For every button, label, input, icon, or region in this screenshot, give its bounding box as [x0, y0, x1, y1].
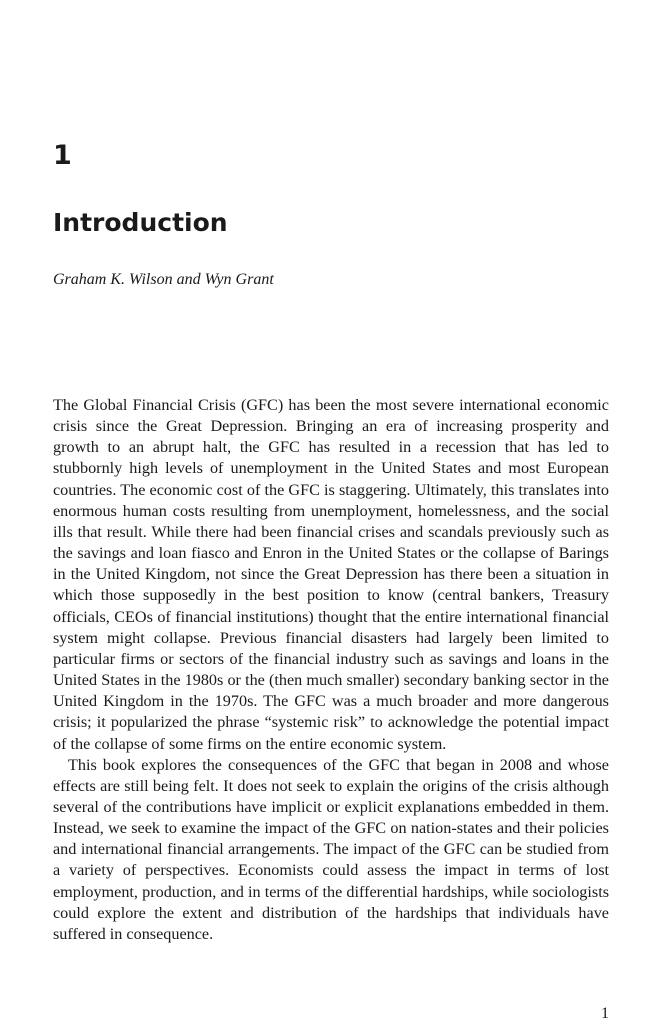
paragraph: The Global Financial Crisis (GFC) has been the most severe international economic crisis since the Great Depression. Bringing an era of increasing prosperity and growth to an abrupt halt, the GFC has resulted in a recession that has led to stubbornly high levels of unemployment in the United States and most European countries. The economic cost of the GFC is staggering. Ultimately, this translates into enormous human costs resulting from unemployment, homelessness, and the social ills that result. While there had been financial crises and scandals previously such as the savings and loan fiasco and Enron in the United States or the collapse of Barings in the United Kingdom, not since the Great Depression has there been a situation in which those supposedly in the best position to know (central bankers, Treasury officials, CEOs of financial institutions) thought that the entire international financial system might collapse. Previous financial disasters had largely been limited to particular firms or sectors of the financial industry such as savings and loans in the United States in the 1980s or the (then much smaller) secondary banking sector in the United Kingdom in the 1970s. The GFC was a much broader and more dangerous crisis; it popularized the phrase “systemic risk” to acknowledge the potential impact of the collapse of some firms on the entire economic system. [53, 396, 609, 753]
chapter-authors: Graham K. Wilson and Wyn Grant [53, 271, 274, 288]
chapter-number: 1 [53, 140, 72, 171]
body-text [53, 395, 609, 945]
paragraph: This book explores the consequences of the GFC that began in 2008 and whose effects are still being felt. It does not seek to explain the origins of the crisis although several of the contributions have implicit or explicit explanations embedded in them. Instead, we seek to examine the impact of the GFC on nation-states and their policies and international financial arrangements. The impact of the GFC can be studied from a variety of perspectives. Economists could assess the impact in terms of lost employment, production, and in terms of the differential hardships, while sociologists could explore the extent and distribution of the hardships that individuals have suffered in consequence. [53, 755, 609, 943]
page-number: 1 [601, 1005, 609, 1022]
chapter-title: Introduction [53, 208, 228, 237]
